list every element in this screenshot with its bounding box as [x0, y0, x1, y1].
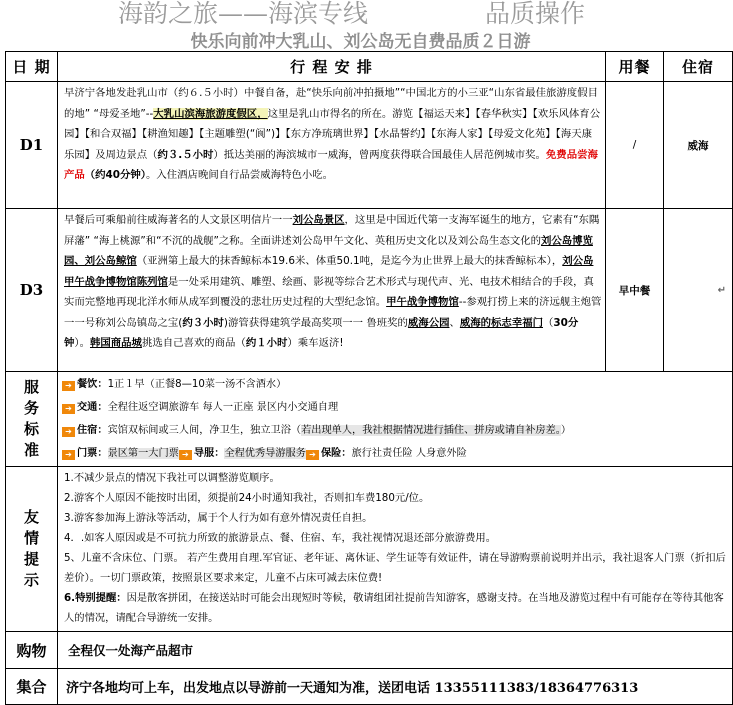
- day1-meal: /: [606, 82, 664, 209]
- day3-meal: 早中餐: [606, 209, 664, 372]
- day1-itinerary: 早济宁各地发赴乳山市（约６.５小时）中餐自备，赴“快乐向前冲拍摄地”“中国北方的小三亚“山东省最佳旅游度假目的地” “母爱圣地”--大乳山滨海旅游度假区，这里是乳山市得名的所在。游览【福运天来】【春华秋实】【欢乐风体育公园】【和合双福】【耕渔知趣】【主题雕塑(“阆”)】【东方净琉璃世界】【水晶誓约】【东海人家】【母爱文化苑】【海天康乐园】及周边景点（约３.５小时）抵达美丽的海滨城市一威海，曾两度获得联合国最佳人居范例城市奖。免费品尝海产品（约40分钟）。入住酒店晚间自行品尝威海特色小吃。: [58, 82, 606, 209]
- title-main: 海韵之旅——海滨专线: [118, 0, 369, 28]
- arrow-icon: ➔: [62, 450, 75, 460]
- page-title: [0, 0, 721, 26]
- day3-stay: ↵: [664, 209, 733, 372]
- service-stay: ➔ 住宿：宾馆双标间或三人间，净卫生，独立卫浴（若出现单人，我社根据情况进行插住、拼房或请自补房差。）: [62, 419, 729, 442]
- service-meal: ➔ 餐饮：1正１早（正餐8—10菜一汤不含酒水）: [62, 373, 729, 396]
- itinerary-table: [5, 51, 733, 705]
- day3-itinerary: 早餐后可乘船前往威海著名的人文景区明信片一一刘公岛景区，这里是中国近代第一支海军诞生的地方，它素有“东隅屏藩” “海上桃源”和“不沉的战舰”之称。全面讲述刘公岛甲午文化、英租历史文化以及刘公岛生态文化的刘公岛博览园、刘公岛鲸馆（亚洲第上最大的抹香鲸标本19.6米、体重50.1吨，是迄今为止世界上最大的抹香鲸标本），刘公岛甲午战争博物馆陈列馆是一处采用建筑、雕塑、绘画、影视等综合艺术形式与现代声、光、电技术相结合的手段，真实而完整地再现北洋水师从成军到覆没的悲壮历史过程的大型纪念馆。甲午战争博物馆--参观打捞上来的济远舰主炮管一一号称刘公岛镇岛之宝(约３小时)游管获得建筑学最高奖项一一 鲁班奖的威海公园、威海的标志幸福门（30分钟）。韩国商品城挑选自己喜欢的商品（约１小时）乘车返济!: [58, 209, 606, 372]
- arrow-icon: ➔: [62, 427, 75, 437]
- title-quality: 品质操作: [485, 0, 586, 28]
- tips-content: 1.不减少景点的情况下我社可以调整游览顺序。 2.游客个人原因不能按时出团，须提前24小时通知我社，否则扣车费180元/位。 3.游客参加海上游泳等活动，属于个人行为如有意外情况责任自担。 4．.如客人原因或是不可抗力所致的旅游景点、餐、住宿、车，我社视情况退还部分旅游费用。 5、儿童不含床位、门票。 若产生费用自理.军官证、老年证、离休证、学生证等有效证件，请在导游购票前说明并出示，我社退客人门票（折扣后差价）。一切门票政策，按照景区要求来定，儿童不占床可减去床位费! 6.特别提醒：因是散客拼团，在接送站时可能会出现短时等候，敬请组团社提前告知游客，感谢支持。在当地及游览过程中有可能存在等待其他客人的情况，请配合导游统一安排。: [58, 467, 733, 632]
- day3-label: D3: [6, 209, 58, 372]
- header-date: 日 期: [6, 52, 58, 82]
- service-label: 服 务 标 准: [6, 372, 58, 467]
- day1-stay: 威海: [664, 82, 733, 209]
- arrow-icon: ➔: [62, 381, 75, 391]
- header-meal: 用餐: [606, 52, 664, 82]
- arrow-icon: ➔: [179, 450, 192, 460]
- arrow-icon: ➔: [306, 450, 319, 460]
- gather-value: 济宁各地均可上车，出发地点以导游前一天通知为准，送团电话 13355111383/18364776313: [58, 669, 733, 705]
- arrow-icon: ➔: [62, 404, 75, 414]
- service-row: [6, 372, 733, 467]
- day1-label: D1: [6, 82, 58, 209]
- day3-row: [6, 209, 733, 372]
- table-header-row: [6, 52, 733, 82]
- service-standards: [58, 372, 733, 467]
- shopping-row: [6, 632, 733, 669]
- shopping-label: 购物: [6, 632, 58, 669]
- shopping-value: 全程仅一处海产品超市: [58, 632, 733, 669]
- gather-label: 集合: [6, 669, 58, 705]
- gather-row: [6, 669, 733, 705]
- day1-row: [6, 82, 733, 209]
- page-subtitle: 快乐向前冲大乳山、刘公岛无自费品质２日游: [190, 32, 531, 52]
- tips-label: 友 情 提 示: [6, 467, 58, 632]
- service-traffic: ➔ 交通：全程往返空调旅游车 每人一正座 景区内小交通自理: [62, 396, 729, 419]
- tips-row: [6, 467, 733, 632]
- header-itinerary: 行 程 安 排: [58, 52, 606, 82]
- header-stay: 住宿: [664, 52, 733, 82]
- service-ticket: ➔ 门票：景区第一大门票 ➔ 导服：全程优秀导游服务 ➔ 保险：旅行社责任险 人身意外险: [62, 442, 729, 465]
